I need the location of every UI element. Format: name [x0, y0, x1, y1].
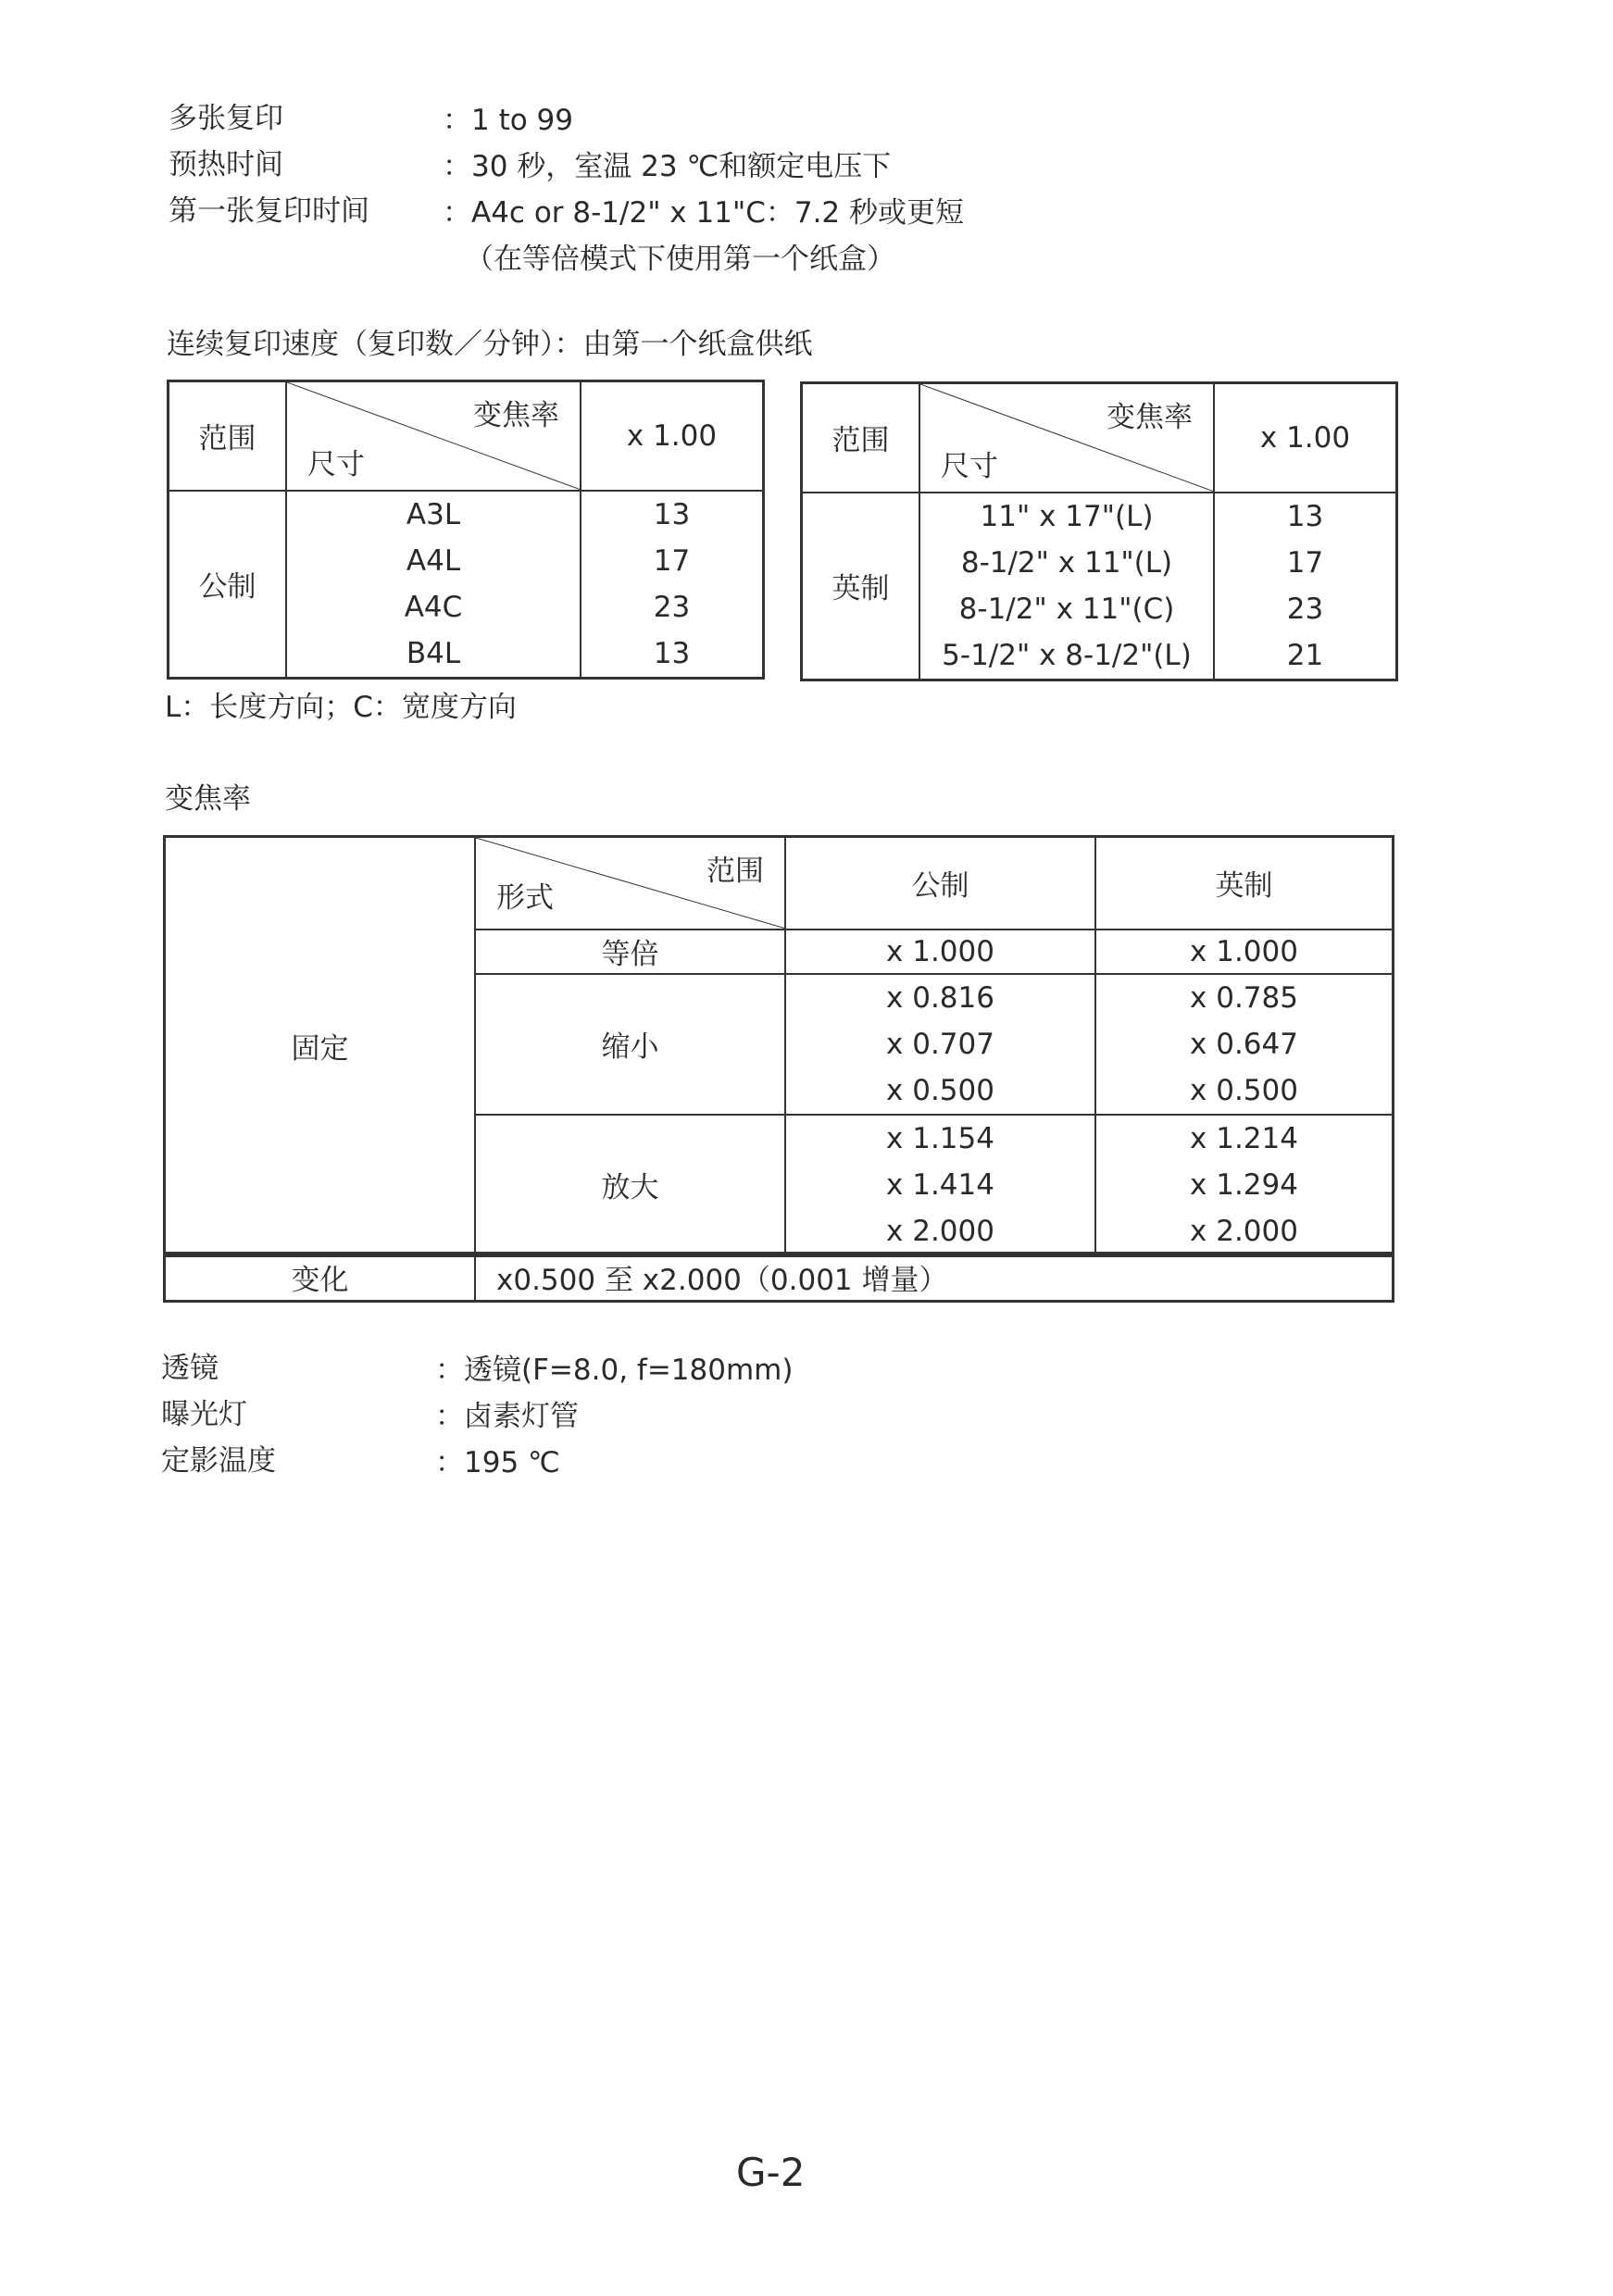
- zoom-header-range: 范围: [706, 855, 764, 888]
- zoom-enlarge-metric: [785, 1115, 1095, 1256]
- zoom-reduce-inch: [1095, 974, 1394, 1115]
- zoom-enlarge-inch-value: x 1.294: [1190, 1167, 1298, 1202]
- zoom-header-metric: 公制: [785, 837, 1095, 930]
- metric-size: B4L: [406, 636, 461, 670]
- zoom-variable-label: 变化: [165, 1254, 476, 1302]
- zoom-enlarge-label: 放大: [475, 1115, 785, 1256]
- zoom-reduce-label: 缩小: [475, 974, 785, 1115]
- zoom-reduce-inch-value: x 0.647: [1190, 1027, 1298, 1061]
- metric-header-zoom: 变焦率: [473, 399, 559, 432]
- zoom-variable-value: x0.500 至 x2.000（0.001 增量）: [475, 1254, 1394, 1302]
- inch-header-zoom: 变焦率: [1107, 401, 1193, 434]
- inch-size: 5-1/2" x 8-1/2"(L): [942, 638, 1192, 672]
- zoom-reduce-metric-value: x 0.816: [886, 980, 994, 1015]
- metric-value: 17: [653, 543, 691, 578]
- inch-size: 11" x 17"(L): [980, 499, 1154, 533]
- spec-value-lens: ：透镜(F=8.0, f=180mm): [435, 1354, 794, 1387]
- inch-value: 17: [1286, 545, 1324, 580]
- inch-header-size: 尺寸: [941, 449, 998, 483]
- metric-speed-table: [167, 380, 765, 680]
- zoom-enlarge-inch-value: x 2.000: [1190, 1214, 1298, 1248]
- metric-value: 23: [653, 590, 691, 624]
- spec-value-fuser: ：195 ℃: [435, 1446, 560, 1479]
- inch-group-label: 英制: [802, 493, 920, 680]
- inch-header-x: x 1.00: [1214, 383, 1397, 493]
- zoom-header-inch: 英制: [1095, 837, 1394, 930]
- first-copy-note: （在等倍模式下使用第一个纸盒）: [465, 243, 895, 276]
- spec-value-firstcopy: ：A4c or 8-1/2" x 11"C：7.2 秒或更短: [443, 196, 965, 230]
- page-number: G-2: [736, 2150, 806, 2195]
- zoom-enlarge-metric-value: x 1.414: [886, 1167, 994, 1202]
- inch-sizes: [919, 493, 1214, 680]
- legend-note: L：长度方向；C：宽度方向: [165, 691, 517, 724]
- speed-heading: 连续复印速度（复印数／分钟）：由第一个纸盒供纸: [167, 328, 813, 361]
- spec-label-lamp: 曝光灯: [161, 1398, 247, 1431]
- metric-group-label: 公制: [169, 491, 287, 679]
- spec-label-warmup: 预热时间: [169, 148, 283, 181]
- metric-value: 13: [653, 497, 691, 531]
- zoom-enlarge-metric-value: x 2.000: [886, 1214, 994, 1248]
- metric-header-x: x 1.00: [581, 381, 764, 491]
- spec-label-firstcopy: 第一张复印时间: [169, 194, 369, 228]
- zoom-reduce-inch-value: x 0.500: [1190, 1073, 1298, 1107]
- metric-header-range: 范围: [169, 381, 287, 491]
- zoom-reduce-metric-value: x 0.707: [886, 1027, 994, 1061]
- metric-size: A4L: [406, 543, 461, 578]
- zoom-same-metric: x 1.000: [785, 930, 1095, 974]
- metric-values: [581, 491, 764, 679]
- inch-values: [1214, 493, 1397, 680]
- inch-value: 23: [1286, 592, 1324, 626]
- inch-header-diagonal: [919, 383, 1214, 493]
- zoom-same-label: 等倍: [475, 930, 785, 974]
- metric-size: A4C: [404, 590, 463, 624]
- spec-value-multicopy: ：1 to 99: [443, 104, 573, 137]
- spec-value-warmup: ：30 秒，室温 23 ℃和额定电压下: [443, 150, 892, 183]
- zoom-fixed-label: 固定: [165, 837, 476, 1256]
- zoom-header-form: 形式: [496, 880, 554, 915]
- spec-label-fuser: 定影温度: [161, 1444, 276, 1478]
- zoom-same-inch: x 1.000: [1095, 930, 1394, 974]
- zoom-enlarge-inch: [1095, 1115, 1394, 1256]
- metric-size: A3L: [406, 497, 461, 531]
- zoom-reduce-inch-value: x 0.785: [1190, 980, 1298, 1015]
- zoom-variable-row: [163, 1252, 1394, 1303]
- inch-header-range: 范围: [802, 383, 920, 493]
- inch-speed-table: [800, 381, 1398, 681]
- zoom-reduce-metric: [785, 974, 1095, 1115]
- zoom-ratio-table: [163, 835, 1394, 1257]
- spec-value-lamp: ：卤素灯管: [435, 1400, 579, 1433]
- zoom-enlarge-metric-value: x 1.154: [886, 1121, 994, 1155]
- inch-value: 21: [1286, 638, 1324, 672]
- zoom-heading: 变焦率: [165, 782, 251, 816]
- zoom-header-diagonal: [475, 837, 785, 930]
- zoom-reduce-metric-value: x 0.500: [886, 1073, 994, 1107]
- spec-label-lens: 透镜: [161, 1352, 219, 1385]
- metric-value: 13: [653, 636, 691, 670]
- metric-header-diagonal: [286, 381, 581, 491]
- inch-size: 8-1/2" x 11"(L): [960, 545, 1173, 580]
- zoom-enlarge-inch-value: x 1.214: [1190, 1121, 1298, 1155]
- inch-value: 13: [1286, 499, 1324, 533]
- inch-size: 8-1/2" x 11"(C): [958, 592, 1175, 626]
- spec-label-multicopy: 多张复印: [169, 102, 283, 135]
- metric-header-size: 尺寸: [307, 447, 365, 481]
- metric-sizes: [286, 491, 581, 679]
